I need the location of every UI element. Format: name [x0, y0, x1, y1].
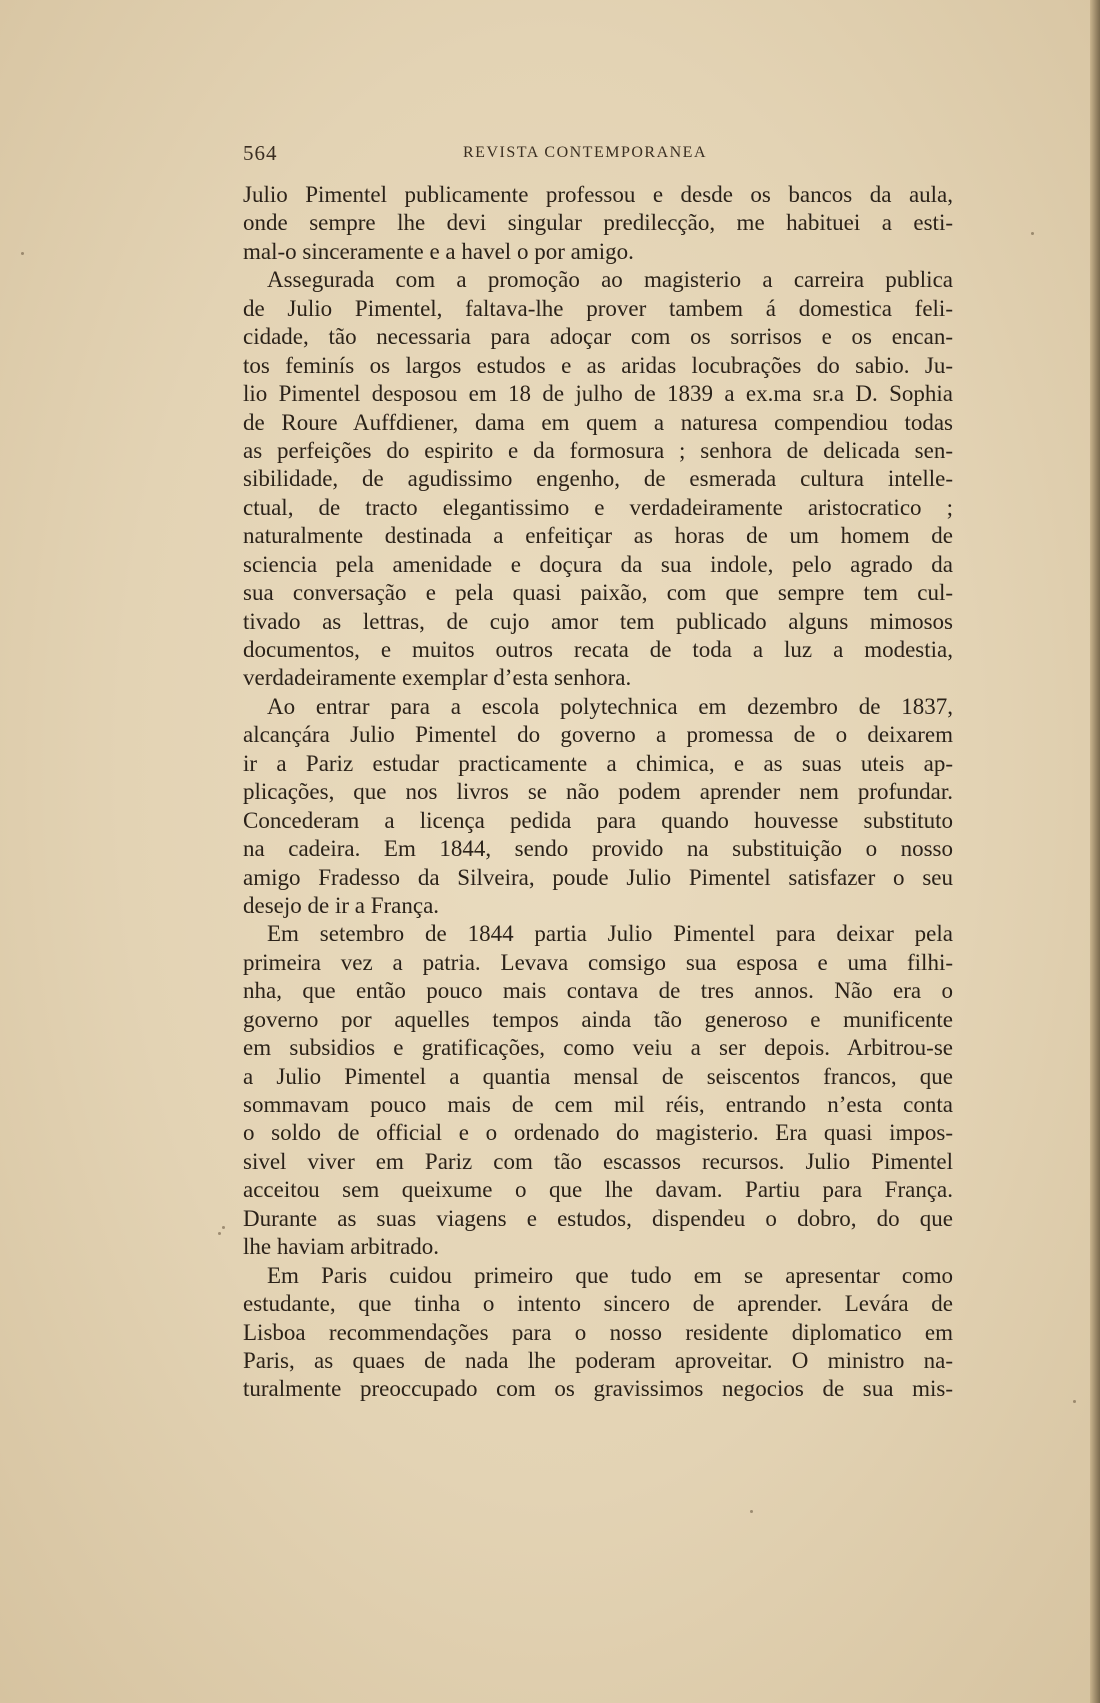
- page-header: [243, 141, 953, 165]
- paper-speck: [1073, 1400, 1076, 1403]
- text-line: ctual, de tracto elegantissimo e verdadeiramente aristocratico ;: [243, 494, 953, 520]
- text-line: desejo de ir a França.: [243, 892, 440, 918]
- paper-speck: [21, 252, 24, 255]
- text-line: as perfeições do espirito e da formosura ; senhora de delicada sen-: [243, 437, 953, 463]
- text-line: acceitou sem queixume o que lhe davam. Partiu para França.: [243, 1177, 953, 1203]
- text-line: sua conversação e pela quasi paixão, com que sempre tem cul-: [243, 580, 953, 606]
- text-line: Concederam a licença pedida para quando houvesse substituto: [243, 807, 953, 833]
- paper-speck: [222, 1226, 225, 1229]
- text-line: Julio Pimentel publicamente professou e desde os bancos da aula,: [243, 182, 953, 207]
- text-line: sommavam pouco mais de cem mil réis, entrando n’esta conta: [243, 1092, 953, 1117]
- text-line: tos feminís os largos estudos e as aridas locubrações do sabio. Ju-: [243, 352, 953, 378]
- text-line: estudante, que tinha o intento sincero de aprender. Levára de: [243, 1291, 953, 1317]
- text-line: de Roure Auffdiener, dama em quem a naturesa compendiou todas: [243, 409, 953, 435]
- text-line: Assegurada com a promoção ao magisterio a carreira publica: [267, 267, 953, 293]
- text-line: lio Pimentel desposou em 18 de julho de 1839 a ex.ma sr.a D. Sophia: [243, 381, 953, 407]
- text-line: verdadeiramente exemplar d’esta senhora.: [243, 665, 632, 691]
- text-line: sciencia pela amenidade e doçura da sua indole, pelo agrado da: [243, 551, 953, 577]
- text-line: amigo Fradesso da Silveira, poude Julio Pimentel satisfazer o seu: [243, 864, 953, 890]
- text-line: Paris, as quaes de nada lhe poderam aproveitar. O ministro na-: [243, 1347, 953, 1373]
- text-line: na cadeira. Em 1844, sendo provido na substituição o nosso: [243, 836, 953, 862]
- page-number: 564: [243, 141, 278, 165]
- text-line: a Julio Pimentel a quantia mensal de seiscentos francos, que: [243, 1063, 953, 1089]
- text-line: alcançára Julio Pimentel do governo a promessa de o deixarem: [243, 722, 953, 748]
- text-line: plicações, que nos livros se não podem aprender nem profundar.: [243, 779, 953, 805]
- text-line: cidade, tão necessaria para adoçar com os sorrisos e os encan-: [243, 324, 953, 350]
- paper-speck: [750, 1510, 753, 1513]
- text-line: mal-o sinceramente e a havel o por amigo.: [243, 238, 634, 264]
- text-line: lhe haviam arbitrado.: [243, 1234, 440, 1260]
- text-line: onde sempre lhe devi singular predilecção, me habituei a esti-: [243, 210, 953, 236]
- text-line: Lisboa recommendações para o nosso residente diplomatico em: [243, 1319, 953, 1345]
- text-line: o soldo de official e o ordenado do magisterio. Era quasi impos-: [243, 1120, 953, 1146]
- text-line: Em setembro de 1844 partia Julio Pimentel para deixar pela: [267, 921, 953, 947]
- running-title: REVISTA CONTEMPORANEA: [463, 144, 708, 161]
- text-line: ir a Pariz estudar practicamente a chimica, e as suas uteis ap-: [243, 750, 953, 776]
- text-line: sivel viver em Pariz com tão escassos recursos. Julio Pimentel: [243, 1148, 953, 1174]
- text-line: em subsidios e gratificações, como veiu a ser depois. Arbitrou-se: [243, 1035, 953, 1061]
- paper-speck: [1031, 232, 1034, 235]
- text-line: naturalmente destinada a enfeitiçar as horas de um homem de: [243, 523, 953, 549]
- page-edge-shadow: [1090, 0, 1100, 1703]
- text-line: Em Paris cuidou primeiro que tudo em se apresentar como: [267, 1262, 953, 1288]
- text-line: tivado as lettras, de cujo amor tem publicado alguns mimosos: [243, 608, 953, 634]
- text-line: Durante as suas viagens e estudos, dispendeu o dobro, do que: [243, 1205, 953, 1231]
- text-line: governo por aquelles tempos ainda tão generoso e munificente: [243, 1006, 953, 1032]
- text-line: primeira vez a patria. Levava comsigo sua esposa e uma filhi-: [243, 949, 953, 975]
- body-text: [243, 181, 953, 1404]
- text-line: documentos, e muitos outros recata de toda a luz a modestia,: [243, 637, 953, 662]
- text-line: nha, que então pouco mais contava de tres annos. Não era o: [243, 978, 953, 1004]
- paper-speck: [218, 1232, 221, 1235]
- text-line: de Julio Pimentel, faltava-lhe prover tambem á domestica feli-: [243, 295, 953, 321]
- text-line: sibilidade, de agudissimo engenho, de esmerada cultura intelle-: [243, 466, 953, 492]
- text-line: Ao entrar para a escola polytechnica em dezembro de 1837,: [267, 693, 953, 719]
- text-line: turalmente preoccupado com os gravissimos negocios de sua mis-: [243, 1376, 953, 1402]
